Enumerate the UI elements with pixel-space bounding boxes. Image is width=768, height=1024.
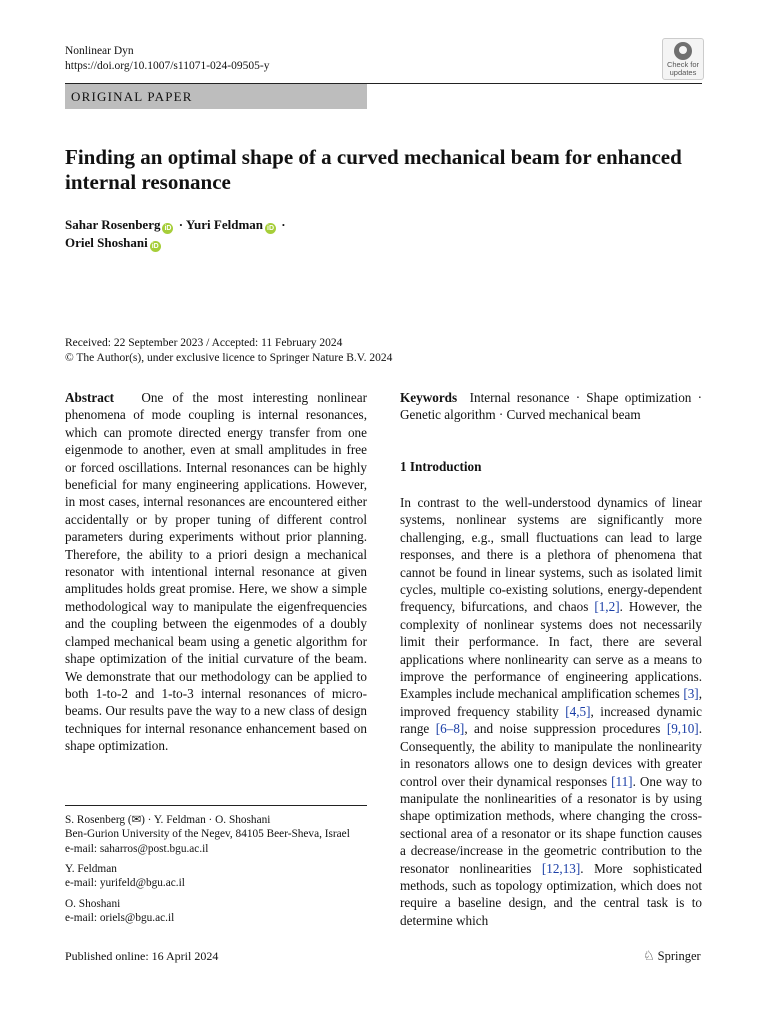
abstract-text: One of the most interesting nonlinear phenomena of mode coupling is internal resonances, which can promote directed energy transfer from one eigenmode to another, even at small amplitudes in free or forced oscillations. Internal resonances can be highly beneficial for many engineering applications. However, in most cases, internal resonances are encountered either accidentally or by proper tuning of different control parameters during experiments without prior planning. Therefore, the ability to a priori design a mechanical resonator with intentional internal resonance at given amplitudes holds great promise. Here, we show a simple methodological way to manipulate the eigenfrequencies and the coupling between the eigenmodes of a doubly clamped mechanical beam using a genetic algorithm for shape optimization of the initial curvature of the beam. We demonstrate that our methodology can be applied to both 1-to-2 and 1-to-3 internal resonances of micro-beams. Our results pave the way to a new class of design techniques for internal resonance enhancement based on shape optimization.: [65, 390, 368, 754]
springer-horse-icon: ♘: [643, 948, 655, 963]
affiliation-authors: S. Rosenberg (✉) · Y. Feldman · O. Shoshani: [65, 814, 271, 826]
author-name[interactable]: Sahar Rosenberg: [65, 217, 161, 232]
citation-link[interactable]: [11]: [611, 773, 633, 789]
email-link[interactable]: e-mail: saharros@post.bgu.ac.il: [65, 842, 209, 855]
affiliation-block: [65, 813, 350, 856]
check-updates-icon: [674, 42, 692, 60]
affiliation-authors: Y. Feldman: [65, 863, 117, 875]
introduction-text: [400, 494, 702, 929]
intro-text-span: , and noise suppression procedures: [464, 721, 667, 737]
intro-text-span: . Consequently, the ability to manipulate the nonlinearity in resonators allows one to design devices with greater control over their dynamical responses: [400, 721, 702, 789]
citation-link[interactable]: [9,10]: [666, 721, 699, 737]
intro-text-span: In contrast to the well-understood dynamics of linear systems, nonlinear systems are significantly more challenging, e.g., small fluctuations can lead to large responses, and there is a plethora of phenomena that cannot be found in linear systems, such as isolated limit cycles, multiple co-existing solutions, energy-dependent frequency, bifurcations, and chaos: [400, 495, 702, 615]
journal-header: [65, 44, 269, 74]
intro-text-span: , increased dynamic range: [400, 703, 702, 737]
email-link[interactable]: e-mail: yurifeld@bgu.ac.il: [65, 877, 185, 890]
orcid-icon[interactable]: iD: [151, 243, 159, 250]
keywords-heading: Keywords: [400, 390, 458, 405]
article-type-banner: [65, 84, 367, 109]
check-for-updates-badge[interactable]: [662, 38, 704, 80]
paper-title: Finding an optimal shape of a curved mechanical beam for enhanced internal resonance: [65, 145, 682, 194]
publisher-logo[interactable]: [643, 948, 701, 964]
intro-text-span: , improved frequency stability: [400, 686, 702, 719]
citation-link[interactable]: [6–8]: [435, 721, 465, 737]
article-dates: [65, 336, 392, 366]
received-accepted: Received: 22 September 2023 / Accepted: 11 February 2024: [65, 337, 343, 349]
copyright-line: © The Author(s), under exclusive licence to Springer Nature B.V. 2024: [65, 352, 393, 364]
author-name[interactable]: Yuri Feldman: [185, 217, 263, 232]
article-type-label: ORIGINAL PAPER: [71, 89, 193, 104]
affiliation-authors: O. Shoshani: [65, 898, 121, 910]
author-list: Sahar Rosenberg iD · Yuri Feldman iD · Oriel Shoshani iD: [65, 217, 286, 250]
abstract: [65, 389, 367, 755]
orcid-icon[interactable]: iD: [267, 225, 274, 232]
keywords-text: Internal resonance · Shape optimization · Genetic algorithm · Curved mechanical beam: [400, 390, 702, 423]
publisher-name: Springer: [657, 949, 701, 963]
journal-name: Nonlinear Dyn: [65, 45, 134, 57]
doi-link[interactable]: https://doi.org/10.1007/s11071-024-09505-y: [65, 60, 270, 72]
section-heading-introduction: 1 Introduction: [400, 459, 482, 474]
affiliation-block: [65, 897, 174, 926]
orcid-icon[interactable]: iD: [164, 225, 172, 232]
intro-text-span: . However, the complexity of nonlinear systems does not necessarily limit their performance. In fact, there are several applications where nonlinearity can serve as a means to improve the performance of engineering applications. Examples include mechanical amplification schemes: [400, 599, 702, 702]
intro-text-span: . One way to manipulate the nonlinearities of a resonator is by using shape optimization methods, where changing the cross-sectional area of a resonator or its shape function causes a decrease/increase in the geometric contribution to the resonator nonlinearities: [400, 773, 703, 876]
citation-link[interactable]: [12,13]: [541, 860, 581, 876]
abstract-heading: Abstract: [65, 390, 115, 405]
author-name[interactable]: Oriel Shoshani: [65, 235, 148, 250]
published-date: Published online: 16 April 2024: [65, 949, 219, 963]
citation-link[interactable]: [1,2]: [594, 599, 620, 615]
footnote-rule: [65, 805, 367, 806]
keywords: [400, 389, 702, 424]
affiliation-block: [65, 862, 185, 891]
citation-link[interactable]: [4,5]: [565, 703, 591, 719]
affiliation-institution: Ben-Gurion University of the Negev, 84105 Beer-Sheva, Israel: [65, 828, 350, 841]
citation-link[interactable]: [3]: [683, 686, 699, 702]
check-updates-label: Check for updates: [666, 60, 700, 77]
intro-text-span: . More sophisticated methods, such as topology optimization, which does not require a baseline design, and the central task is to determine which: [400, 860, 702, 928]
email-link[interactable]: e-mail: oriels@bgu.ac.il: [65, 912, 175, 925]
